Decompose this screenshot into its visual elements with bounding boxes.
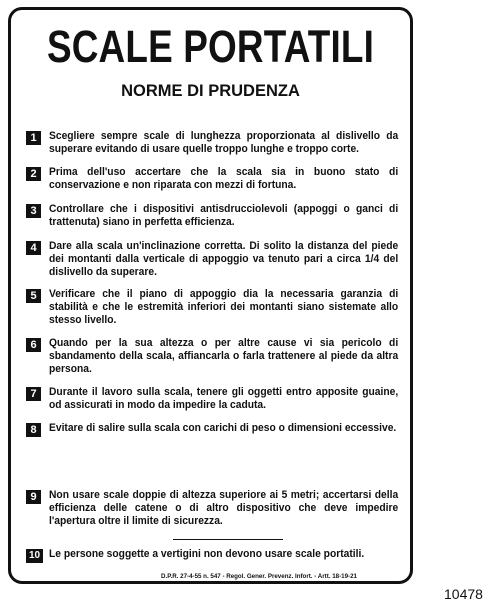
item-number-badge: 4 (26, 241, 41, 255)
item-text: Dare alla scala un'inclinazione corretta. Di solito la distanza del piede dei montanti dalla verticale di appoggio va tenuto pari a circa 1/4 del dislivello da superare. (49, 240, 399, 278)
item-number-badge: 2 (26, 167, 41, 181)
product-code: 10478 (444, 586, 483, 602)
item-number-badge: 6 (26, 338, 41, 352)
item-text: Controllare che i dispositivi antisdrucciolevoli (appoggi o ganci di trattenuta) siano in perfetta efficienza. (49, 203, 399, 228)
item-number-badge: 7 (26, 387, 41, 401)
item-number-badge: 1 (26, 131, 41, 145)
sign-title: SCALE PORTATILI (46, 21, 375, 72)
item-text: Prima dell'uso accertare che la scala sia in buono stato di conservazione e non riparata con mezzi di fortuna. (49, 166, 399, 191)
sign-subtitle: NORME DI PRUDENZA (121, 82, 300, 100)
legal-reference: D.P.R. 27-4-55 n. 547 - Regol. Gener. Prevenz. Infort. - Artt. 18-19-21 (161, 573, 358, 580)
item-number-badge: 8 (26, 423, 41, 437)
item-text: Non usare scale doppie di altezza superiore ai 5 metri; accertarsi della efficienza delle catene o di altro dispositivo che deve impedire l'apertura oltre il limite di sicurezza. (49, 489, 399, 527)
item-text: Scegliere sempre scale di lunghezza proporzionata al dislivello da superare evitando di usare quelle troppo lunghe e troppo corte. (49, 130, 399, 155)
item-number-badge: 10 (26, 549, 43, 563)
item-number-badge: 9 (26, 490, 41, 504)
item-text: Verificare che il piano di appoggio dia la necessaria garanzia di stabilità e che le estremità inferiori dei montanti siano sistemate allo stesso livello. (49, 288, 399, 326)
item-text: Quando per la sua altezza o per altre cause vi sia pericolo di sbandamento della scala, affiancarla o farla trattenere al piede da altra persona. (49, 337, 399, 375)
section-divider (173, 539, 283, 540)
safety-sign (8, 7, 413, 584)
item-text: Durante il lavoro sulla scala, tenere gli oggetti entro apposite guaine, od assicurati in modo da impedire la caduta. (49, 386, 399, 411)
item-text: Le persone soggette a vertigini non devono usare scale portatili. (49, 548, 365, 560)
item-number-badge: 3 (26, 204, 41, 218)
item-text: Evitare di salire sulla scala con carichi di peso o dimensioni eccessive. (49, 422, 397, 434)
item-number-badge: 5 (26, 289, 41, 303)
